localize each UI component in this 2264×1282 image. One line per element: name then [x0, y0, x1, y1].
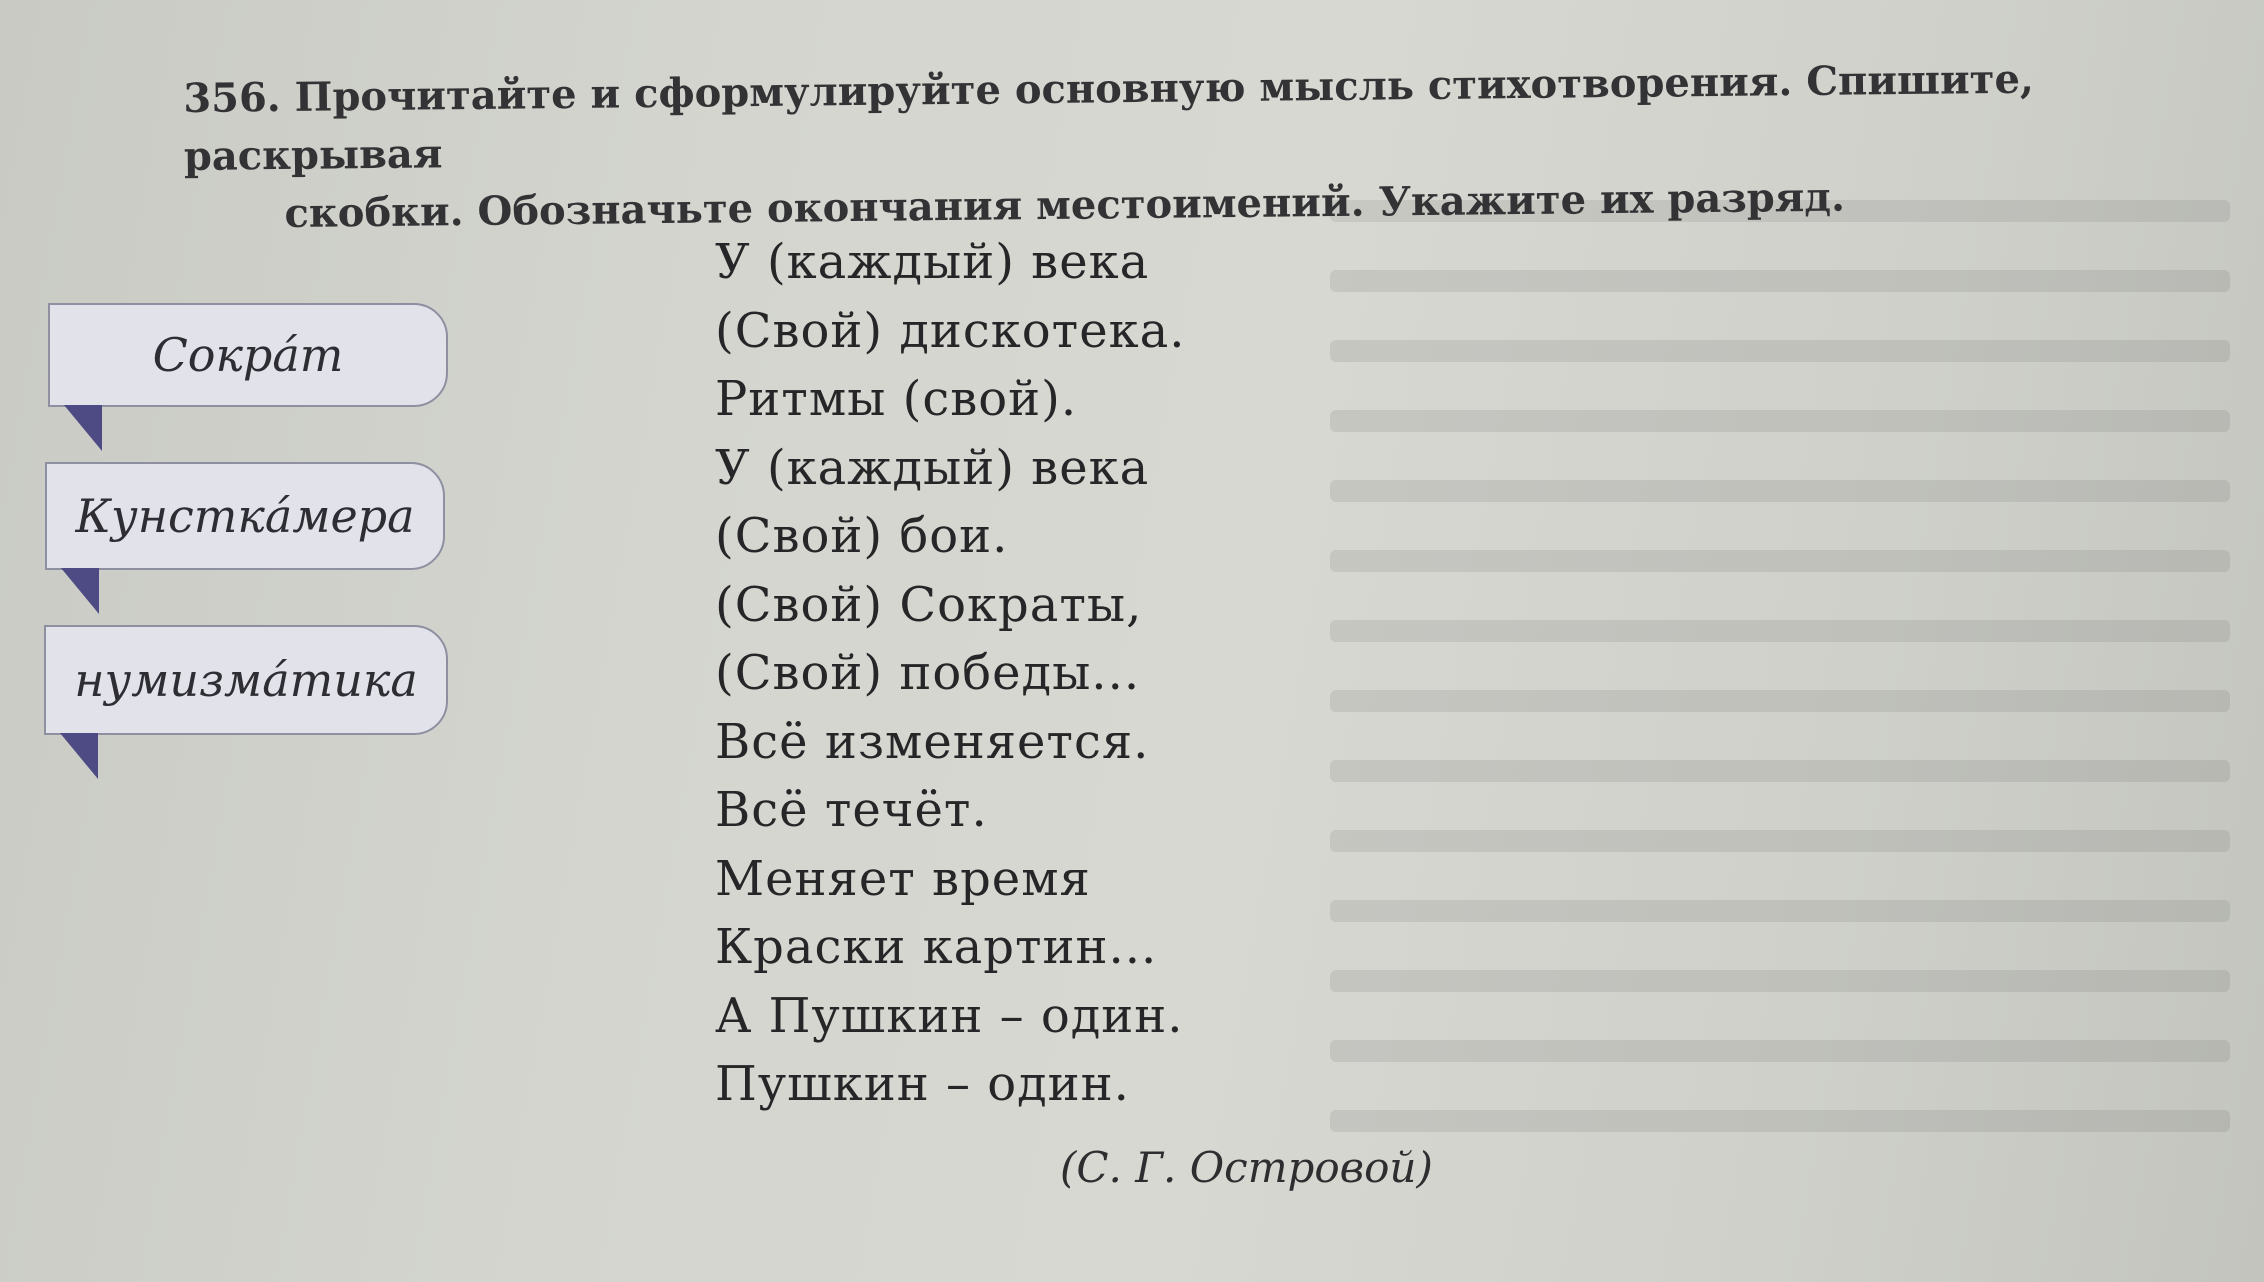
vocabulary-word: нумизма́тика — [74, 653, 418, 707]
poem-line: А Пушкин – один. — [715, 987, 1184, 1044]
poem-line: Всё течёт. — [715, 782, 988, 838]
poem-line: Всё изменяется. — [715, 713, 1150, 770]
poem-line: У (каждый) века — [715, 234, 1150, 290]
vocabulary-word: Сокра́т — [152, 328, 344, 382]
poem-line: У (каждый) века — [715, 439, 1150, 496]
vocabulary-tag-numismatics — [44, 625, 448, 735]
instruction-line-2: скобки. Обозначьте окончания местоимений. Укажите их разряд. — [284, 173, 1846, 237]
poem — [715, 228, 1186, 1119]
poem-line: (Свой) дискотека. — [715, 302, 1186, 359]
instruction-text-1: Прочитайте и сформулируйте основную мысль стихотворения. Спишите, раскрывая — [183, 55, 2035, 180]
exercise-number: 356. — [183, 73, 281, 122]
poem-line: Меняет время — [715, 850, 1091, 907]
poem-line: Пушкин – один. — [715, 1056, 1130, 1112]
instruction-line-1 — [183, 49, 2224, 186]
tag-tail-icon — [60, 733, 98, 779]
poem-line: (Свой) Сократы, — [715, 576, 1143, 633]
exercise-instruction — [183, 49, 2225, 244]
tag-tail-icon — [64, 405, 102, 451]
poem-line: (Свой) бои. — [715, 508, 1009, 564]
vocabulary-word: Кунстка́мера — [75, 489, 415, 543]
poem-line: Краски картин... — [715, 919, 1158, 975]
poem-author: (С. Г. Островой) — [1060, 1143, 1433, 1192]
poem-line: Ритмы (свой). — [715, 371, 1078, 427]
vocabulary-tag-socrates — [48, 303, 448, 407]
tag-tail-icon — [61, 568, 99, 614]
vocabulary-tag-kunstkamera — [45, 462, 445, 570]
poem-line: (Свой) победы... — [715, 645, 1141, 701]
bleed-through-shadow — [1330, 200, 2230, 1260]
